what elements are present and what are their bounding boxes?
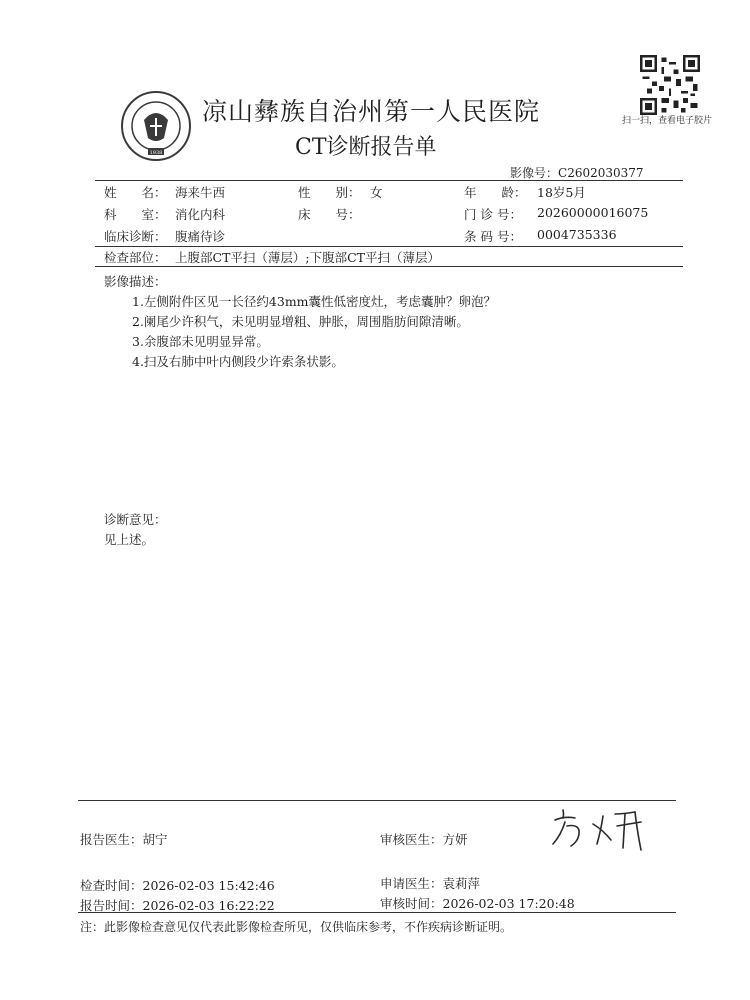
clinical-dx-value: 腹痛待诊 — [175, 229, 226, 244]
age-label: 年 龄： — [464, 185, 527, 200]
qr-caption: 扫一扫，查看电子胶片 — [622, 116, 713, 126]
image-number — [510, 164, 644, 181]
sex-label: 性 别： — [298, 185, 361, 200]
review-time-label: 审核时间： — [380, 896, 443, 911]
review-time-value: 2026-02-03 17:20:48 — [442, 896, 575, 911]
qr-code-icon[interactable] — [640, 55, 700, 115]
name-label: 姓 名： — [104, 185, 167, 200]
disclaimer-note: 注：此影像检查意见仅代表此影像检查所见，仅供临床参考，不作疾病诊断证明。 — [80, 920, 513, 934]
exam-time-value: 2026-02-03 15:42:46 — [142, 878, 275, 893]
svg-text:1938: 1938 — [149, 150, 163, 156]
report-doctor-value: 胡宁 — [142, 832, 168, 847]
exam-part-label: 检查部位： — [104, 250, 167, 265]
finding-item: 2.阑尾少许积气，未见明显增粗、肿胀，周围脂肪间隙清晰。 — [132, 314, 469, 329]
patient-row-2 — [0, 202, 750, 224]
patient-row-1 — [0, 180, 750, 202]
image-number-label: 影像号： — [510, 166, 559, 180]
image-number-value: C2602030377 — [558, 166, 644, 180]
finding-item: 3.余腹部未见明显异常。 — [132, 334, 269, 349]
review-doctor — [380, 830, 468, 848]
hospital-name: 凉山彝族自治州第一人民医院 — [202, 97, 541, 126]
patient-row-3 — [0, 224, 750, 246]
review-doctor-value: 方妍 — [442, 832, 468, 847]
dept-value: 消化内科 — [175, 207, 226, 222]
exam-time-label: 检查时间： — [80, 878, 143, 893]
request-doctor-value: 袁莉萍 — [442, 876, 481, 891]
sex-value: 女 — [370, 185, 383, 200]
barcode-value: 0004735336 — [537, 227, 617, 242]
divider — [78, 912, 676, 913]
bed-label: 床 号： — [298, 207, 361, 222]
name-value: 海来牛西 — [175, 185, 226, 200]
finding-item: 4.扫及右肺中叶内侧段少许索条状影。 — [132, 354, 344, 369]
report-time-value: 2026-02-03 16:22:22 — [142, 898, 275, 913]
diagnosis-text: 见上述。 — [104, 532, 155, 547]
exam-time — [80, 876, 275, 894]
clinic-value: 20260000016075 — [537, 205, 649, 220]
exam-part-row — [0, 245, 750, 267]
review-time — [380, 894, 575, 912]
handwritten-signature — [545, 800, 655, 855]
request-doctor — [380, 874, 480, 892]
finding-item: 1.左侧附件区见一长径约43mm囊性低密度灶，考虑囊肿？卵泡？ — [132, 294, 497, 309]
report-time-label: 报告时间： — [80, 898, 143, 913]
findings-title: 影像描述： — [104, 274, 167, 289]
report-doctor — [80, 830, 168, 848]
barcode-label: 条 码 号： — [464, 229, 522, 244]
request-doctor-label: 申请医生： — [380, 876, 443, 891]
hospital-logo — [120, 90, 192, 162]
review-doctor-label: 审核医生： — [380, 832, 443, 847]
dept-label: 科 室： — [104, 207, 167, 222]
diagnosis-title: 诊断意见： — [104, 512, 167, 527]
exam-part-value: 上腹部CT平扫（薄层）;下腹部CT平扫（薄层） — [175, 250, 441, 265]
clinic-label: 门 诊 号： — [464, 207, 522, 222]
clinical-dx-label: 临床诊断： — [104, 229, 167, 244]
age-value: 18岁5月 — [537, 185, 586, 200]
report-title: CT诊断报告单 — [295, 135, 437, 160]
report-doctor-label: 报告医生： — [80, 832, 143, 847]
divider — [95, 266, 683, 267]
